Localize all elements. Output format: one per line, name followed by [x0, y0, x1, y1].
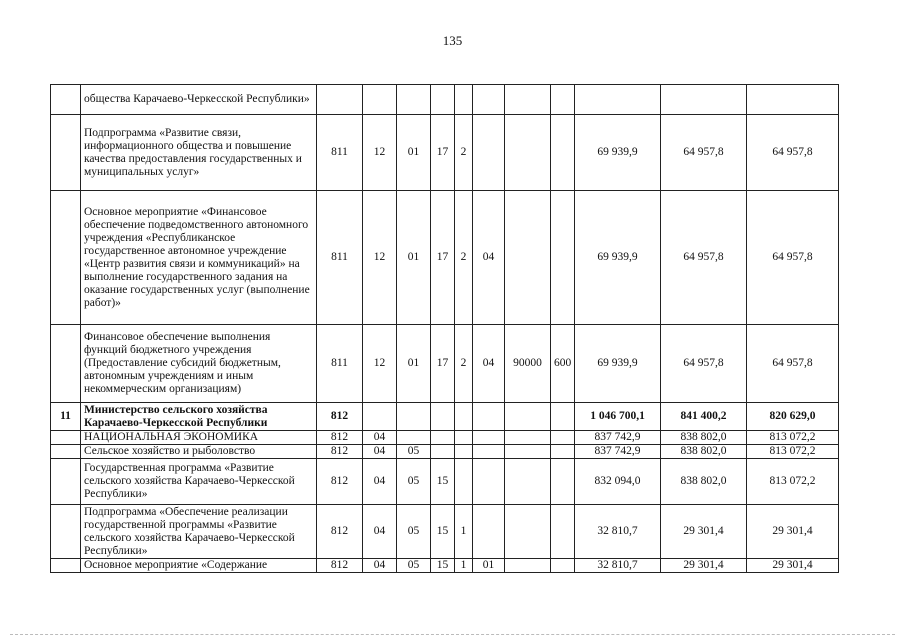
target-article-program — [431, 445, 455, 459]
amount-year-3: 820 629,0 — [747, 403, 839, 431]
amount-year-1: 32 810,7 — [575, 505, 661, 559]
target-article-event — [473, 431, 505, 445]
row-name: Государственная программа «Развитие сельского хозяйства Карачаево-Черкесской Республики» — [81, 459, 317, 505]
amount-year-1 — [575, 85, 661, 115]
section-code: 04 — [363, 505, 397, 559]
amount-year-3: 813 072,2 — [747, 431, 839, 445]
target-article-event — [473, 459, 505, 505]
target-article-subprogram: 2 — [455, 115, 473, 191]
grbs-code: 812 — [317, 403, 363, 431]
amount-year-1: 32 810,7 — [575, 559, 661, 573]
target-article-direction — [505, 431, 551, 445]
expense-type-code — [551, 459, 575, 505]
target-article-subprogram: 1 — [455, 505, 473, 559]
amount-year-1: 837 742,9 — [575, 431, 661, 445]
section-code: 04 — [363, 459, 397, 505]
expense-type-code — [551, 559, 575, 573]
table-row — [51, 431, 839, 445]
table-row — [51, 559, 839, 573]
subsection-code: 01 — [397, 325, 431, 403]
grbs-code: 812 — [317, 505, 363, 559]
target-article-program: 15 — [431, 459, 455, 505]
section-code: 12 — [363, 191, 397, 325]
row-number — [51, 431, 81, 445]
amount-year-2: 841 400,2 — [661, 403, 747, 431]
grbs-code: 812 — [317, 445, 363, 459]
grbs-code — [317, 85, 363, 115]
target-article-event: 04 — [473, 325, 505, 403]
amount-year-2: 838 802,0 — [661, 459, 747, 505]
table-row — [51, 191, 839, 325]
expense-type-code: 600 — [551, 325, 575, 403]
section-code: 04 — [363, 445, 397, 459]
target-article-subprogram: 2 — [455, 191, 473, 325]
budget-table — [50, 84, 839, 573]
amount-year-1: 837 742,9 — [575, 445, 661, 459]
row-number — [51, 191, 81, 325]
row-number — [51, 505, 81, 559]
target-article-program — [431, 403, 455, 431]
row-number — [51, 85, 81, 115]
grbs-code: 811 — [317, 325, 363, 403]
target-article-event — [473, 505, 505, 559]
section-code — [363, 403, 397, 431]
row-number — [51, 115, 81, 191]
row-name: Подпрограмма «Обеспечение реализации государственной программы «Развитие сельского хозяйства Карачаево-Черкесской Республики» — [81, 505, 317, 559]
amount-year-1: 69 939,9 — [575, 115, 661, 191]
row-number — [51, 325, 81, 403]
target-article-direction — [505, 505, 551, 559]
target-article-program: 15 — [431, 559, 455, 573]
subsection-code: 05 — [397, 559, 431, 573]
amount-year-2: 64 957,8 — [661, 115, 747, 191]
expense-type-code — [551, 431, 575, 445]
target-article-event — [473, 445, 505, 459]
page-number: 135 — [442, 33, 463, 48]
table-row — [51, 115, 839, 191]
row-number — [51, 445, 81, 459]
expense-type-code — [551, 115, 575, 191]
subsection-code — [397, 85, 431, 115]
target-article-event: 04 — [473, 191, 505, 325]
target-article-subprogram: 2 — [455, 325, 473, 403]
amount-year-3 — [747, 85, 839, 115]
target-article-direction — [505, 445, 551, 459]
section-code: 04 — [363, 559, 397, 573]
amount-year-2: 64 957,8 — [661, 325, 747, 403]
row-number — [51, 459, 81, 505]
target-article-program: 15 — [431, 505, 455, 559]
expense-type-code — [551, 403, 575, 431]
table-row — [51, 505, 839, 559]
amount-year-1: 1 046 700,1 — [575, 403, 661, 431]
target-article-direction — [505, 191, 551, 325]
grbs-code: 812 — [317, 459, 363, 505]
target-article-direction: 90000 — [505, 325, 551, 403]
subsection-code: 05 — [397, 445, 431, 459]
amount-year-3: 64 957,8 — [747, 115, 839, 191]
target-article-event: 01 — [473, 559, 505, 573]
row-name: Министерство сельского хозяйства Карачаево-Черкесской Республики — [81, 403, 317, 431]
amount-year-2: 64 957,8 — [661, 191, 747, 325]
amount-year-3: 64 957,8 — [747, 191, 839, 325]
grbs-code: 812 — [317, 431, 363, 445]
expense-type-code — [551, 191, 575, 325]
target-article-event — [473, 115, 505, 191]
target-article-direction — [505, 85, 551, 115]
section-code — [363, 85, 397, 115]
amount-year-1: 69 939,9 — [575, 191, 661, 325]
row-number — [51, 559, 81, 573]
grbs-code: 812 — [317, 559, 363, 573]
subsection-code: 05 — [397, 505, 431, 559]
amount-year-3: 813 072,2 — [747, 445, 839, 459]
target-article-event — [473, 85, 505, 115]
amount-year-3: 29 301,4 — [747, 559, 839, 573]
subsection-code: 01 — [397, 115, 431, 191]
row-name: общества Карачаево-Черкесской Республики» — [81, 85, 317, 115]
table-row — [51, 403, 839, 431]
expense-type-code — [551, 85, 575, 115]
subsection-code — [397, 431, 431, 445]
row-name: НАЦИОНАЛЬНАЯ ЭКОНОМИКА — [81, 431, 317, 445]
amount-year-2: 838 802,0 — [661, 431, 747, 445]
grbs-code: 811 — [317, 191, 363, 325]
amount-year-3: 813 072,2 — [747, 459, 839, 505]
row-number: 11 — [51, 403, 81, 431]
table-row — [51, 445, 839, 459]
section-code: 12 — [363, 325, 397, 403]
target-article-program: 17 — [431, 191, 455, 325]
row-name: Финансовое обеспечение выполнения функций бюджетного учреждения (Предоставление субсидий бюджетным, автономным учреждениям и иным некоммерческим организациям) — [81, 325, 317, 403]
target-article-program — [431, 85, 455, 115]
target-article-subprogram — [455, 445, 473, 459]
table-row — [51, 85, 839, 115]
target-article-program: 17 — [431, 115, 455, 191]
expense-type-code — [551, 505, 575, 559]
subsection-code — [397, 403, 431, 431]
subsection-code: 01 — [397, 191, 431, 325]
subsection-code: 05 — [397, 459, 431, 505]
row-name: Сельское хозяйство и рыболовство — [81, 445, 317, 459]
section-code: 04 — [363, 431, 397, 445]
row-name: Подпрограмма «Развитие связи, информационного общества и повышение качества предоставления государственных и муниципальных услуг» — [81, 115, 317, 191]
amount-year-1: 832 094,0 — [575, 459, 661, 505]
target-article-direction — [505, 459, 551, 505]
amount-year-3: 64 957,8 — [747, 325, 839, 403]
target-article-direction — [505, 403, 551, 431]
amount-year-2: 29 301,4 — [661, 505, 747, 559]
target-article-direction — [505, 559, 551, 573]
target-article-program: 17 — [431, 325, 455, 403]
row-name: Основное мероприятие «Финансовое обеспечение подведомственного автономного учреждения «Республиканское государственное автономное учреждение «Центр развития связи и коммуникаций» на выполнение государственного задания на оказание государственных услуг (выполнение работ)» — [81, 191, 317, 325]
amount-year-2: 29 301,4 — [661, 559, 747, 573]
target-article-subprogram — [455, 431, 473, 445]
table-row — [51, 459, 839, 505]
expense-type-code — [551, 445, 575, 459]
table-row — [51, 325, 839, 403]
page-bottom-rule — [10, 634, 895, 635]
row-name: Основное мероприятие «Содержание — [81, 559, 317, 573]
target-article-program — [431, 431, 455, 445]
amount-year-2 — [661, 85, 747, 115]
grbs-code: 811 — [317, 115, 363, 191]
amount-year-1: 69 939,9 — [575, 325, 661, 403]
target-article-subprogram — [455, 459, 473, 505]
amount-year-2: 838 802,0 — [661, 445, 747, 459]
target-article-subprogram: 1 — [455, 559, 473, 573]
target-article-subprogram — [455, 403, 473, 431]
target-article-event — [473, 403, 505, 431]
amount-year-3: 29 301,4 — [747, 505, 839, 559]
target-article-subprogram — [455, 85, 473, 115]
target-article-direction — [505, 115, 551, 191]
section-code: 12 — [363, 115, 397, 191]
